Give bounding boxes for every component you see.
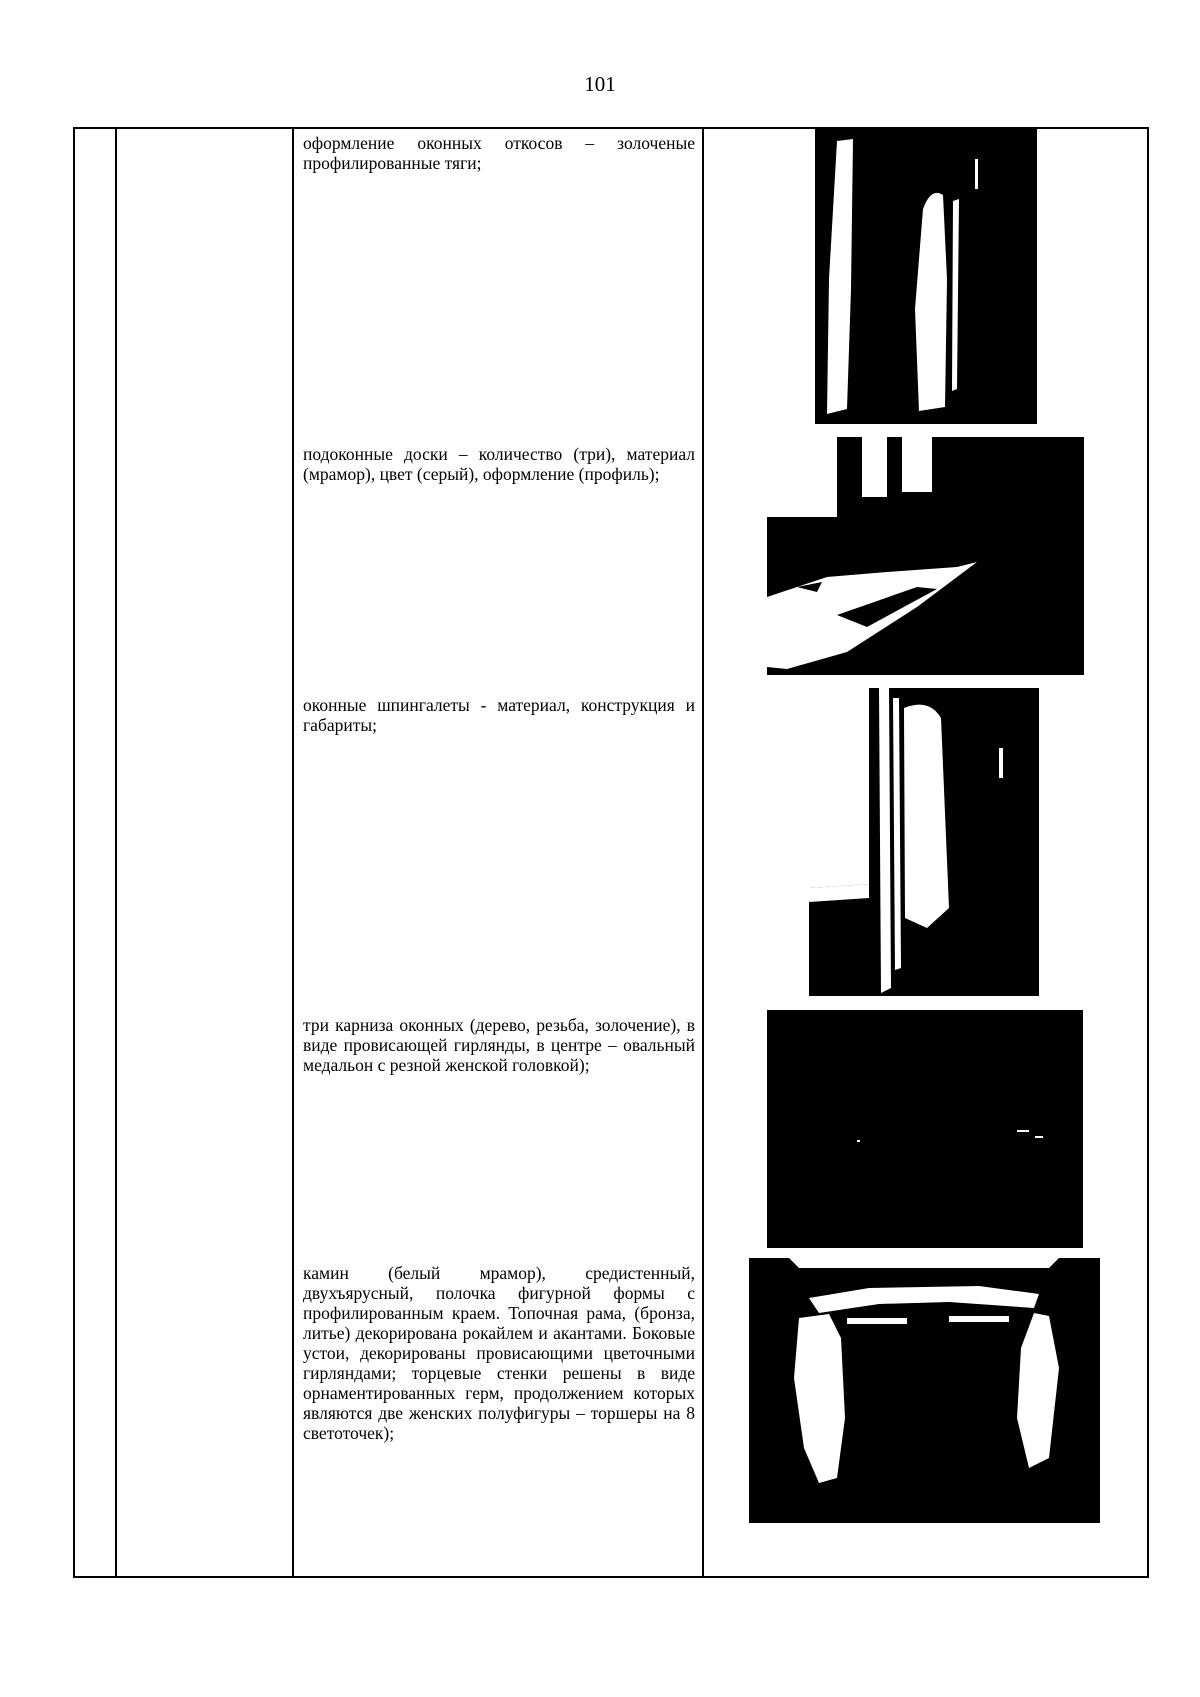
table-border-right: [1147, 127, 1149, 1578]
table-border-bottom: [73, 1576, 1149, 1578]
entry-fireplace: камин (белый мрамор), средистенный, двухъярусный, полочка фигурной формы с профилированным краем. Топочная рама, (бронза, литье) декорирована рокайлем и акантами. Боковые устои, декорированы провисающими цветочными гирляндами; торцевые стенки решены в виде орнаментированных герм, продолжением которых являются две женских полуфигуры – торшеры на 8 светоточек);: [303, 1263, 695, 1443]
table-border-left: [73, 127, 75, 1578]
entry-window-slopes: оформление оконных откосов – золоченые профилированные тяги;: [303, 133, 695, 173]
column-divider-1: [115, 127, 117, 1578]
entry-window-cornices: три карниза оконных (дерево, резьба, золочение), в виде провисающей гирлянды, в центре – овальный медальон с резной женской головкой);: [303, 1015, 695, 1075]
photo-window-sills: [767, 437, 1084, 675]
photo-window-latches: [809, 688, 1039, 996]
page-number: 101: [584, 72, 616, 96]
entry-window-sills: подоконные доски – количество (три), материал (мрамор), цвет (серый), оформление (профиль);: [303, 444, 695, 484]
photo-window-slopes: [815, 129, 1037, 424]
photo-fireplace: [749, 1258, 1100, 1523]
photo-window-cornice: [767, 1010, 1083, 1248]
column-divider-2: [292, 127, 294, 1578]
column-divider-3: [702, 127, 704, 1578]
entry-window-latches: оконные шпингалеты - материал, конструкция и габариты;: [303, 695, 695, 735]
